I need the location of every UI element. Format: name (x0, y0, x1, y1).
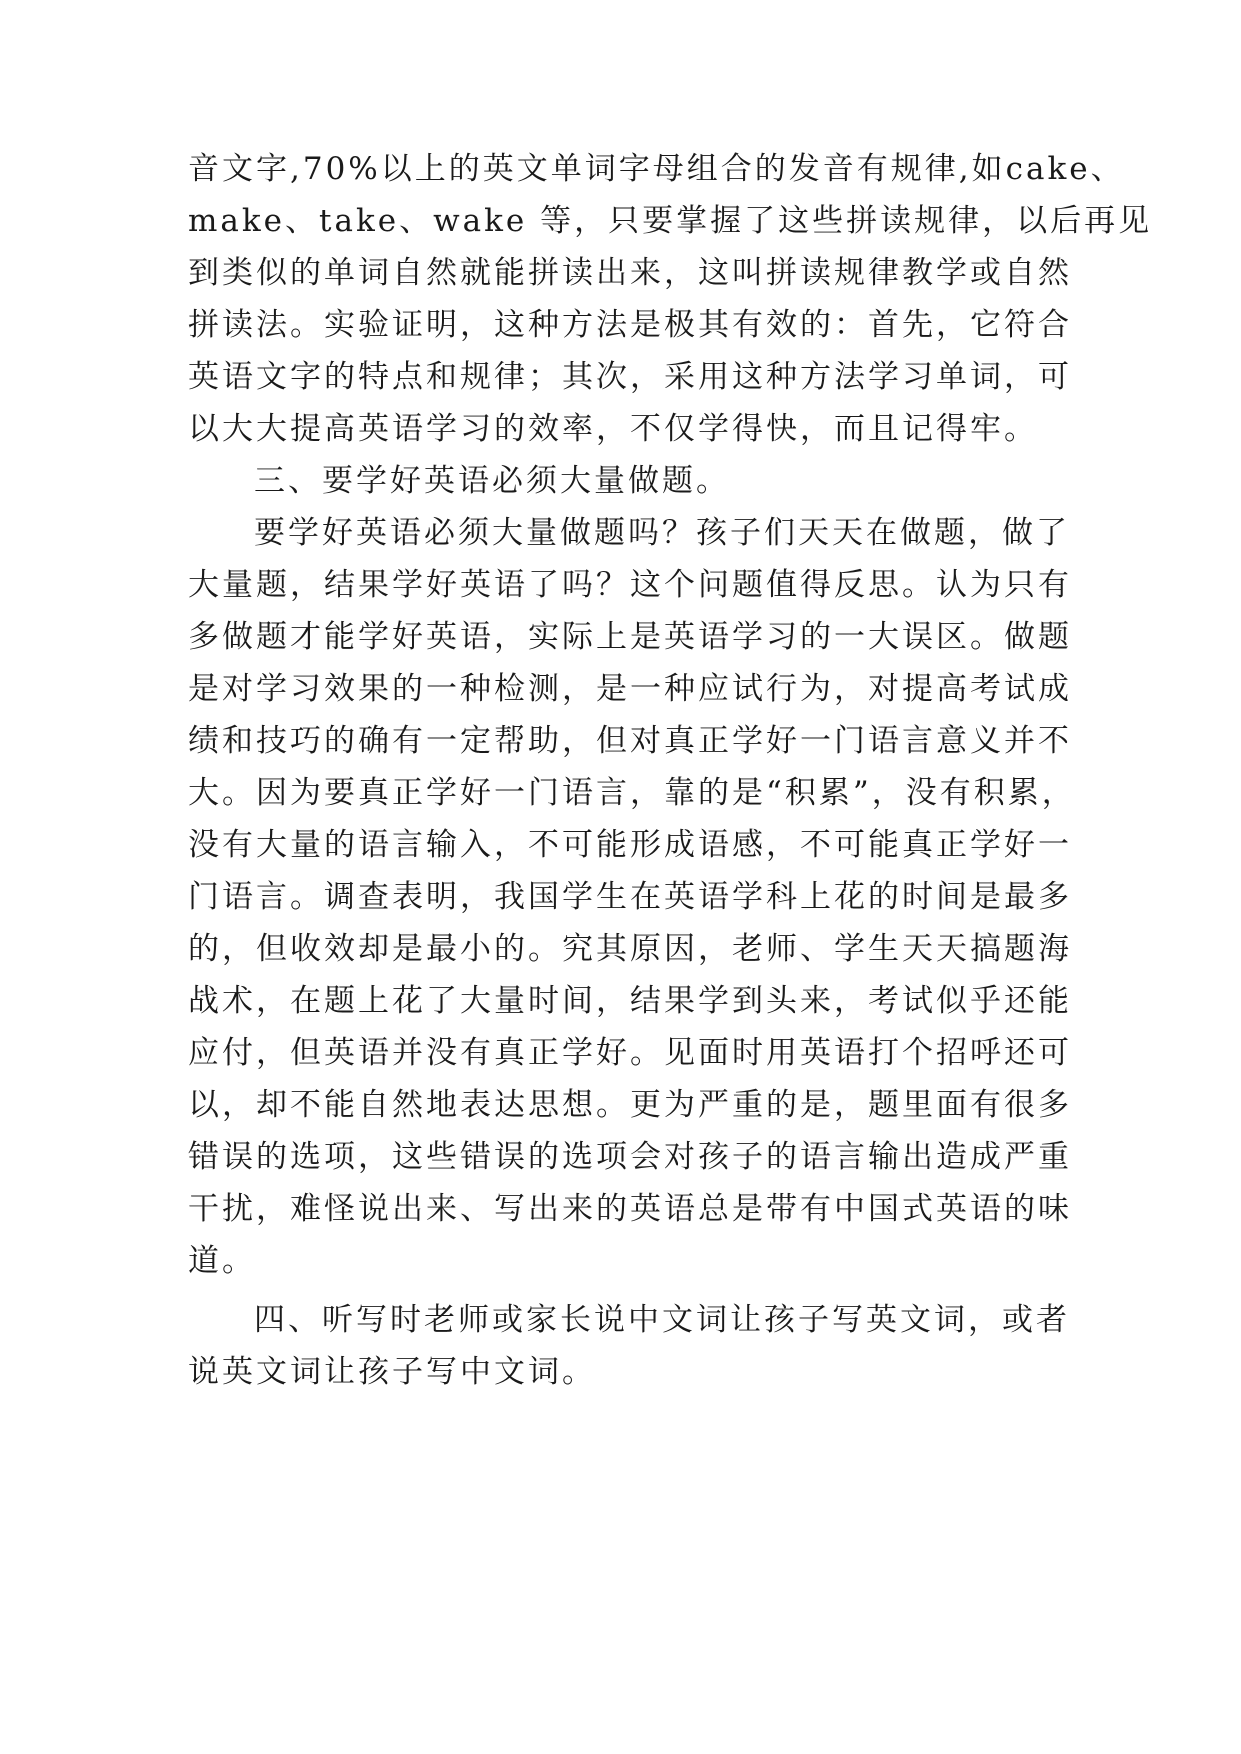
paragraph-line: 英语文字的特点和规律；其次，采用这种方法学习单词，可 (188, 359, 1072, 395)
paragraph-line: 干扰，难怪说出来、写出来的英语总是带有中国式英语的味 (188, 1191, 1072, 1227)
paragraph-line: 以，却不能自然地表达思想。更为严重的是，题里面有很多 (188, 1087, 1072, 1123)
paragraph-line: 到类似的单词自然就能拼读出来，这叫拼读规律教学或自然 (188, 255, 1072, 291)
paragraph-line: 是对学习效果的一种检测，是一种应试行为，对提高考试成 (188, 671, 1072, 707)
paragraph-line: 的，但收效却是最小的。究其原因，老师、学生天天搞题海 (188, 931, 1072, 967)
paragraph-line: 绩和技巧的确有一定帮助，但对真正学好一门语言意义并不 (188, 723, 1072, 759)
paragraph-line: 应付，但英语并没有真正学好。见面时用英语打个招呼还可 (188, 1035, 1072, 1071)
paragraph-line: make、take、wake 等，只要掌握了这些拼读规律，以后再见 (188, 203, 1153, 239)
paragraph-line: 错误的选项，这些错误的选项会对孩子的语言输出造成严重 (188, 1139, 1072, 1175)
paragraph-line: 拼读法。实验证明，这种方法是极其有效的：首先，它符合 (188, 307, 1072, 343)
paragraph-line: 道。 (188, 1243, 256, 1279)
paragraph-line: 战术，在题上花了大量时间，结果学到头来，考试似乎还能 (188, 983, 1072, 1019)
section-heading-3: 三、要学好英语必须大量做题。 (254, 463, 730, 499)
paragraph-line: 没有大量的语言输入，不可能形成语感，不可能真正学好一 (188, 827, 1072, 863)
paragraph-line: 要学好英语必须大量做题吗？孩子们天天在做题，做了 (254, 515, 1070, 551)
paragraph-line: 大量题，结果学好英语了吗？这个问题值得反思。认为只有 (188, 567, 1072, 603)
paragraph-line: 大。因为要真正学好一门语言，靠的是“积累”，没有积累， (188, 775, 1076, 811)
paragraph-line: 门语言。调查表明，我国学生在英语学科上花的时间是最多 (188, 879, 1072, 915)
paragraph-line: 音文字,70%以上的英文单词字母组合的发音有规律,如cake、 (188, 151, 1125, 187)
paragraph-line: 多做题才能学好英语，实际上是英语学习的一大误区。做题 (188, 619, 1072, 655)
section-heading-4-continued: 说英文词让孩子写中文词。 (188, 1354, 596, 1390)
paragraph-line: 以大大提高英语学习的效率，不仅学得快，而且记得牢。 (188, 411, 1038, 447)
section-heading-4: 四、听写时老师或家长说中文词让孩子写英文词，或者 (254, 1302, 1070, 1338)
